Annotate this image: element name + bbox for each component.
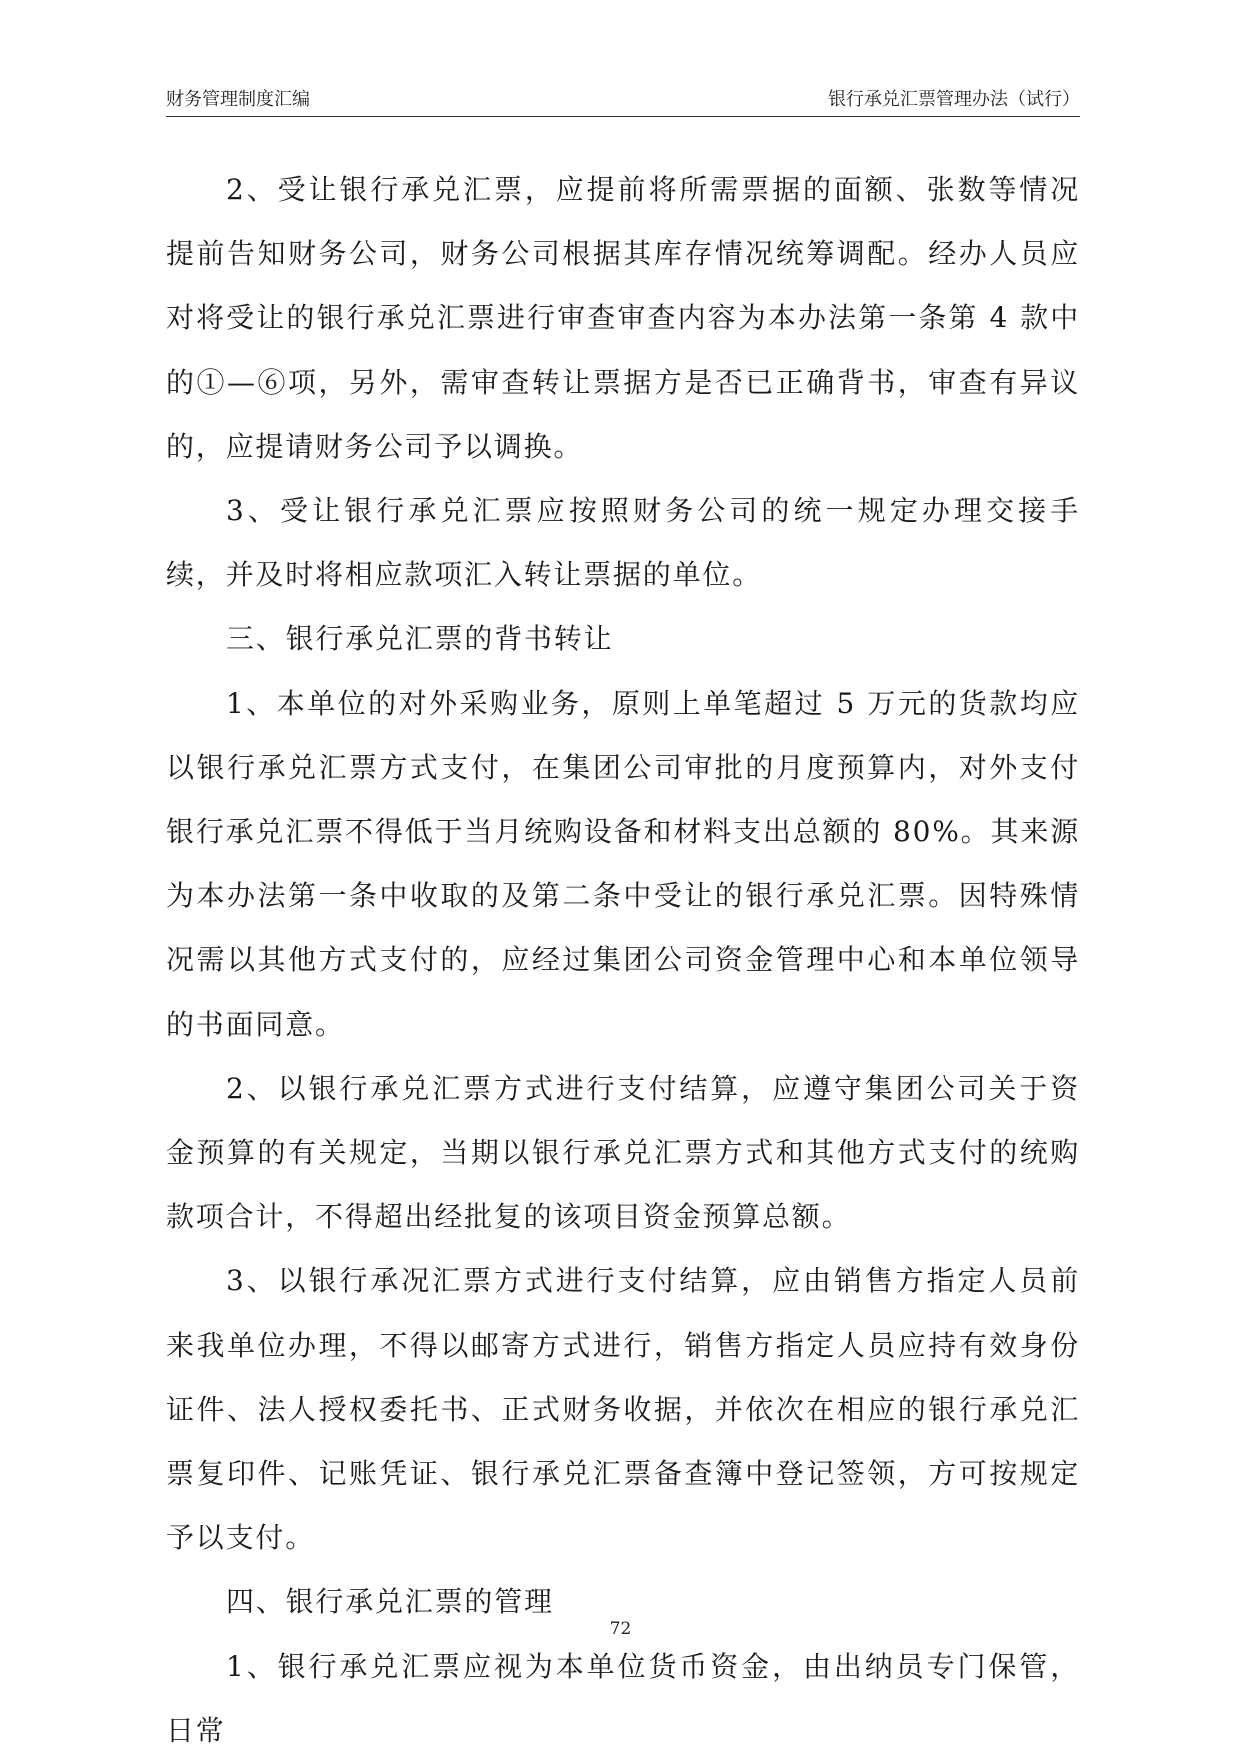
paragraph-1-cash-custody: 1、银行承兑汇票应视为本单位货币资金，由出纳员专门保管，日常: [166, 1649, 1080, 1747]
document-body: [166, 158, 1080, 1763]
paragraph-3-seller-representative: 3、以银行承况汇票方式进行支付结算，应由销售方指定人员前来我单位办理，不得以邮寄方式进行，销售方指定人员应持有效身份证件、法人授权委托书、正式财务收据，并依次在相应的银行承兑汇票复印件、记账凭证、银行承兑汇票备查簿中登记签领，方可按规定予以支付。: [166, 1264, 1080, 1555]
header-left-title: 财务管理制度汇编: [166, 89, 310, 110]
paragraph-3-transfer-procedure: 3、受让银行承兑汇票应按照财务公司的统一规定办理交接手续，并及时将相应款项汇入转让票据的单位。: [166, 494, 1080, 592]
paragraph-2-transfer-acceptance: 2、受让银行承兑汇票，应提前将所需票据的面额、张数等情况提前告知财务公司，财务公司根据其库存情况统筹调配。经办人员应对将受让的银行承兑汇票进行审查审查内容为本办法第一条第 4 款中的①—⑥项，另外，需审查转让票据方是否已正确背书，审查有异议的，应提请财务公司予以调换。: [166, 173, 1080, 463]
section-heading-management: 四、银行承兑汇票的管理: [226, 1585, 554, 1619]
header-divider: [166, 116, 1080, 117]
paragraph-1-external-purchase: 1、本单位的对外采购业务，原则上单笔超过 5 万元的货款均应以银行承兑汇票方式支付，在集团公司审批的月度预算内，对外支付银行承兑汇票不得低于当月统购设备和材料支出总额的 80%。其来源为本办法第一条中收取的及第二条中受让的银行承兑汇票。因特殊情况需以其他方式支付的，应经过集团公司资金管理中心和本单位领导的书面同意。: [166, 686, 1080, 1041]
paragraph-2-payment-settlement: 2、以银行承兑汇票方式进行支付结算，应遵守集团公司关于资金预算的有关规定，当期以银行承兑汇票方式和其他方式支付的统购款项合计，不得超出经批复的该项目资金预算总额。: [166, 1071, 1080, 1234]
page-number: 72: [609, 1619, 632, 1639]
running-header: [166, 86, 1080, 114]
header-right-title: 银行承兑汇票管理办法（试行）: [828, 89, 1080, 110]
section-heading-endorsement: 三、银行承兑汇票的背书转让: [226, 622, 614, 656]
